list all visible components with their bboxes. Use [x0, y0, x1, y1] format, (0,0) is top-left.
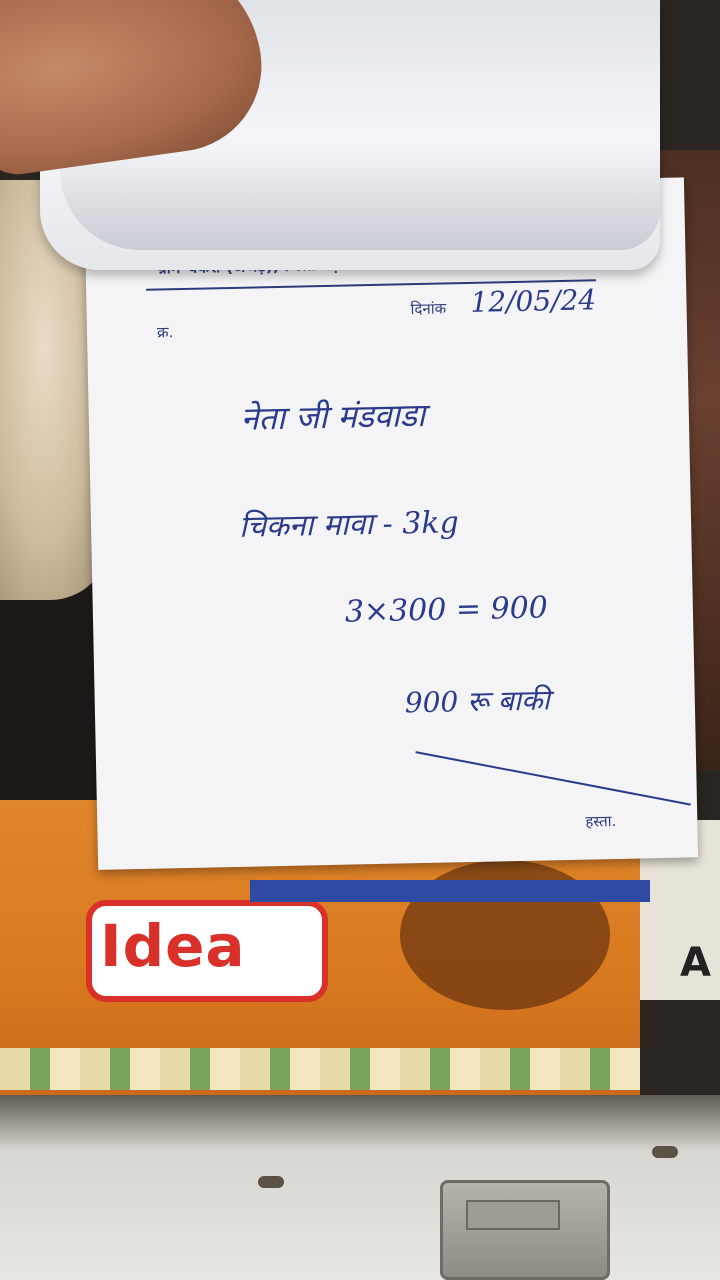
- item-line: चिकना मावा - 3kg: [238, 505, 460, 545]
- receipt-page: [84, 177, 698, 869]
- signature-label: हस्ता.: [585, 811, 617, 831]
- screw-icon: [652, 1146, 678, 1158]
- desk-surface: [0, 1095, 720, 1280]
- serial-label: क्र.: [156, 323, 174, 342]
- box-logo-text: Idea: [100, 912, 246, 980]
- padlock-plate: [466, 1200, 560, 1230]
- printed-strip: [0, 1048, 640, 1090]
- balance-line: 900 रू बाकी: [404, 683, 551, 720]
- card-letter: A: [680, 940, 711, 986]
- date-value: 12/05/24: [470, 283, 597, 319]
- signature-stroke: [415, 751, 690, 805]
- box-logo: [86, 900, 328, 1002]
- customer-name: नेता जी मंडवाडा: [240, 395, 426, 438]
- page-fold: [60, 150, 660, 250]
- screw-icon: [258, 1176, 284, 1188]
- padlock: [440, 1180, 610, 1280]
- date-label: दिनांक: [410, 299, 447, 319]
- pad-cover-edge: [250, 880, 650, 902]
- calculation-line: 3×300 = 900: [344, 590, 549, 630]
